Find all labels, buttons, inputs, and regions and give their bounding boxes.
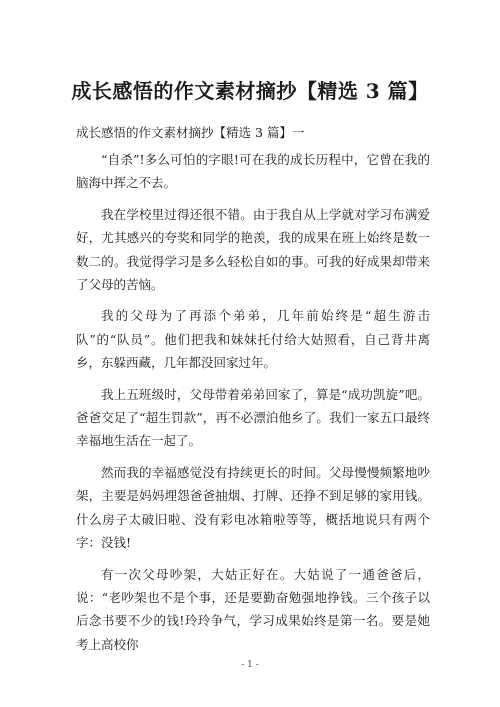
document-body [76, 148, 430, 664]
paragraph: “自杀”!多么可怕的字眼!可在我的成长历程中，它曾在我的脑海中挥之不去。 [76, 152, 430, 191]
page-number: - 1 - [241, 660, 259, 670]
paragraph: 我上五班级时，父母带着弟弟回家了，算是“成功凯旋”吧。爸爸交足了“超生罚款”，再不必漂泊他乡了。我们一家五口最终幸福地生活在一起了。 [76, 386, 430, 449]
paragraph: 我的父母为了再添个弟弟，几年前始终是“超生游击队”的“队员”。他们把我和妹妹托付给大姑照看，自己背井离乡，东躲西藏，几年都没回家过年。 [76, 308, 430, 371]
document-title: 成长感悟的作文素材摘抄【精选 3 篇】 [71, 79, 429, 103]
paragraph: 有一次父母吵架，大姑正好在。大姑说了一通爸爸后，说：“老吵架也不是个事，还是要勤奋勉强地挣钱。三个孩子以后念书要不少的钱!玲玲争气，学习成果始终是第一名。要是她考上高校你 [76, 566, 430, 652]
paragraph: 然而我的幸福感觉没有持续更长的时间。父母慢慢频繁地吵架，主要是妈妈埋怨爸爸抽烟、打牌、还挣不到足够的家用钱。什么房子太破旧啦、没有彩电冰箱啦等等，概括地说只有两个字：没钱! [76, 464, 430, 551]
paragraph: 我在学校里过得还很不错。由于我自从上学就对学习布满爱好，尤其感兴的夸奖和同学的艳羡，我的成果在班上始终是数一数二的。我觉得学习是多么轻松自如的事。可我的好成果却带来了父母的苦恼。 [76, 206, 430, 293]
document-subtitle: 成长感悟的作文素材摘抄【精选 3 篇】一 [76, 125, 305, 140]
